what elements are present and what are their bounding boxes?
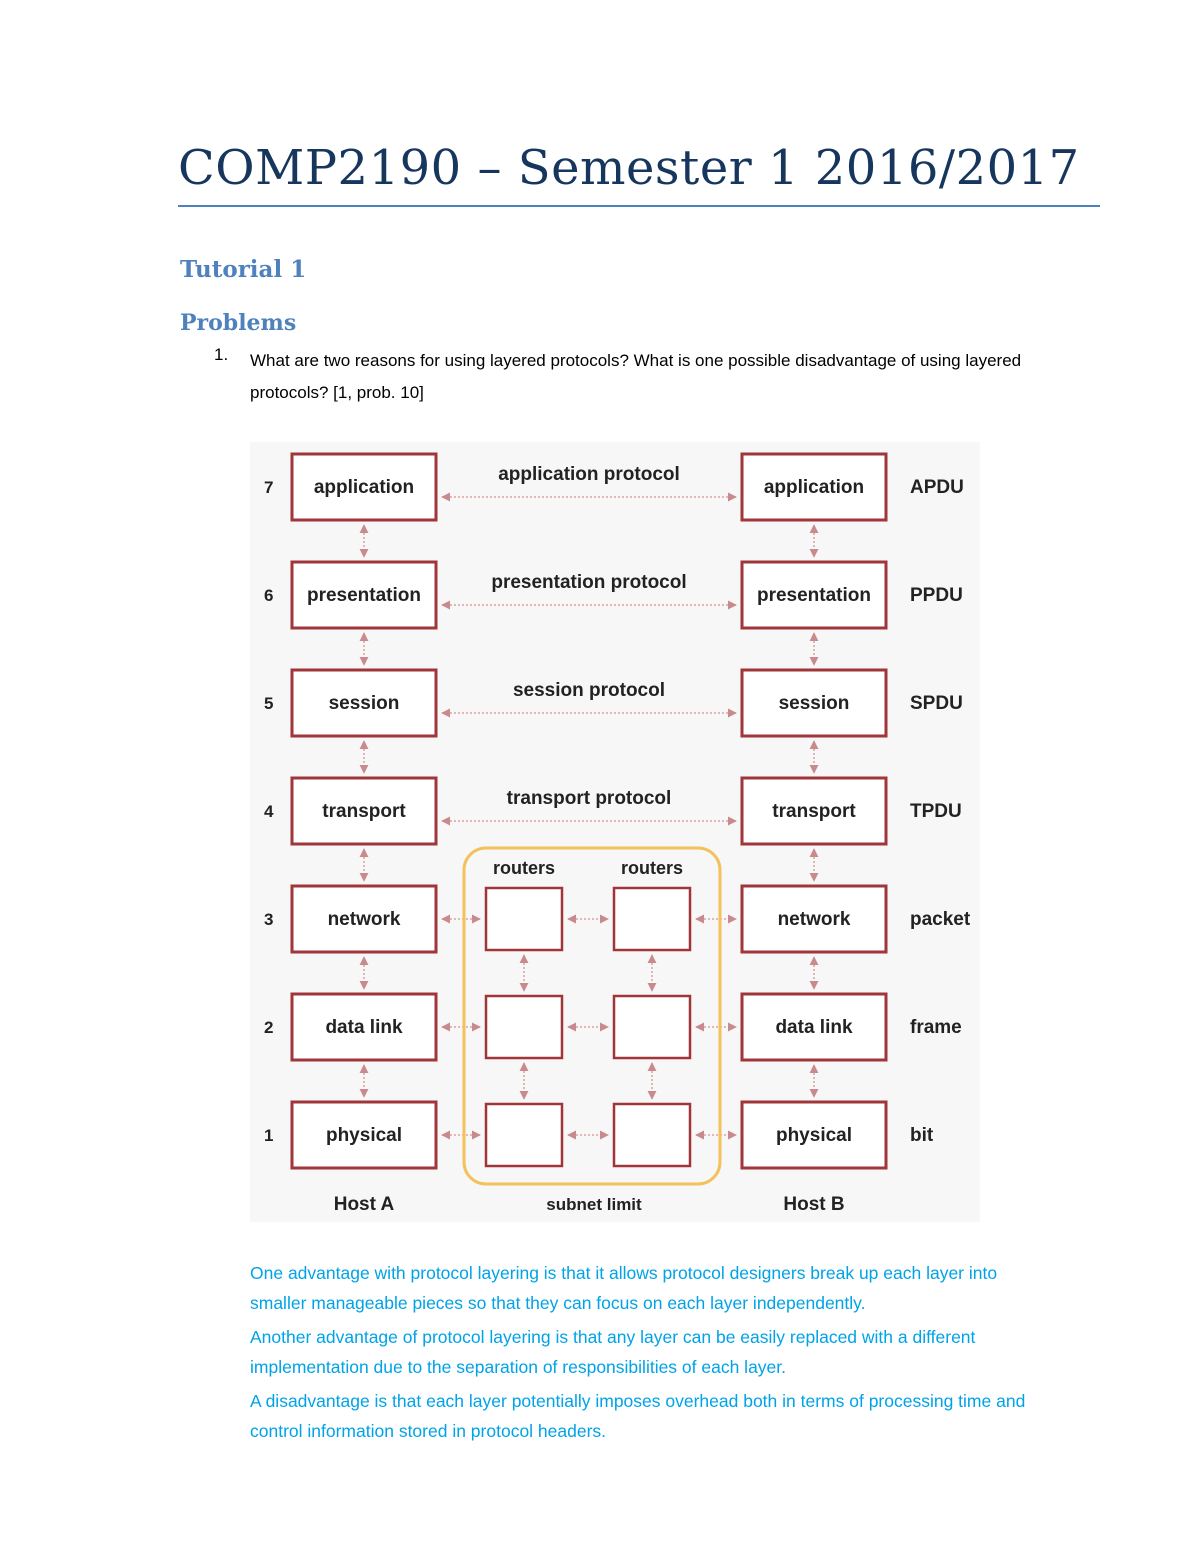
pdu-label: PPDU <box>910 585 963 606</box>
subnet-limit-label: subnet limit <box>546 1195 642 1214</box>
router-box <box>614 996 690 1058</box>
question-number: 1. <box>214 345 229 364</box>
router-box <box>614 888 690 950</box>
pdu-label: SPDU <box>910 693 963 714</box>
pdu-label: packet <box>910 909 971 930</box>
host-b-label: Host B <box>783 1194 845 1215</box>
protocol-label: presentation protocol <box>491 572 687 593</box>
host-b-layer-label: application <box>763 477 865 498</box>
host-b-layer-label: data link <box>775 1017 853 1038</box>
host-b-layer-label: physical <box>775 1125 853 1146</box>
router-box <box>486 1104 562 1166</box>
layer-number: 4 <box>264 802 274 821</box>
host-a-layer-label: data link <box>325 1017 403 1038</box>
routers-label-left: routers <box>492 858 556 878</box>
page-title: COMP2190 – Semester 1 2016/2017 <box>178 140 1080 196</box>
protocol-label: session protocol <box>512 680 666 701</box>
router-box <box>614 1104 690 1166</box>
host-b-layer-label: presentation <box>756 585 872 606</box>
host-a-layer-label: session <box>328 693 400 714</box>
layer-number: 5 <box>264 694 274 713</box>
tutorial-heading: Tutorial 1 <box>180 256 307 283</box>
host-a-label: Host A <box>333 1194 395 1215</box>
osi-layer-diagram <box>250 442 980 1222</box>
router-box <box>486 888 562 950</box>
host-a-layer-label: presentation <box>306 585 422 606</box>
host-b-layer-label: network <box>777 909 851 930</box>
host-a-layer-label: application <box>313 477 415 498</box>
layer-number: 7 <box>264 478 274 497</box>
layer-number: 2 <box>264 1018 274 1037</box>
question-text: What are two reasons for using layered protocols? What is one possible disadvantage of using layered protocols? [1, prob. 10] <box>250 351 1022 402</box>
title-divider <box>178 205 1100 207</box>
layer-number: 6 <box>264 586 274 605</box>
pdu-label: bit <box>910 1125 934 1146</box>
host-a-layer-label: transport <box>322 801 406 822</box>
answer-paragraph-2: Another advantage of protocol layering is that any layer can be easily replaced with a different implementation due to the separation of responsibilities of each layer. <box>250 1327 976 1377</box>
layer-number: 1 <box>264 1126 274 1145</box>
answer-paragraph-3: A disadvantage is that each layer potentially imposes overhead both in terms of processing time and control information stored in protocol headers. <box>250 1391 1026 1441</box>
layer-number: 3 <box>264 910 274 929</box>
answer-block <box>250 1258 1050 1450</box>
protocol-label: transport protocol <box>506 788 672 809</box>
host-b-layer-label: transport <box>772 801 856 822</box>
routers-label-right: routers <box>620 858 684 878</box>
pdu-label: APDU <box>910 477 964 498</box>
protocol-label: application protocol <box>498 464 680 485</box>
host-a-layer-label: physical <box>325 1125 403 1146</box>
pdu-label: TPDU <box>910 801 962 822</box>
answer-paragraph-1: One advantage with protocol layering is that it allows protocol designers break up each layer into smaller manageable pieces so that they can focus on each layer independently. <box>250 1263 998 1313</box>
router-box <box>486 996 562 1058</box>
pdu-label: frame <box>910 1017 962 1038</box>
host-a-layer-label: network <box>327 909 401 930</box>
problems-heading: Problems <box>180 310 297 336</box>
host-b-layer-label: session <box>778 693 850 714</box>
